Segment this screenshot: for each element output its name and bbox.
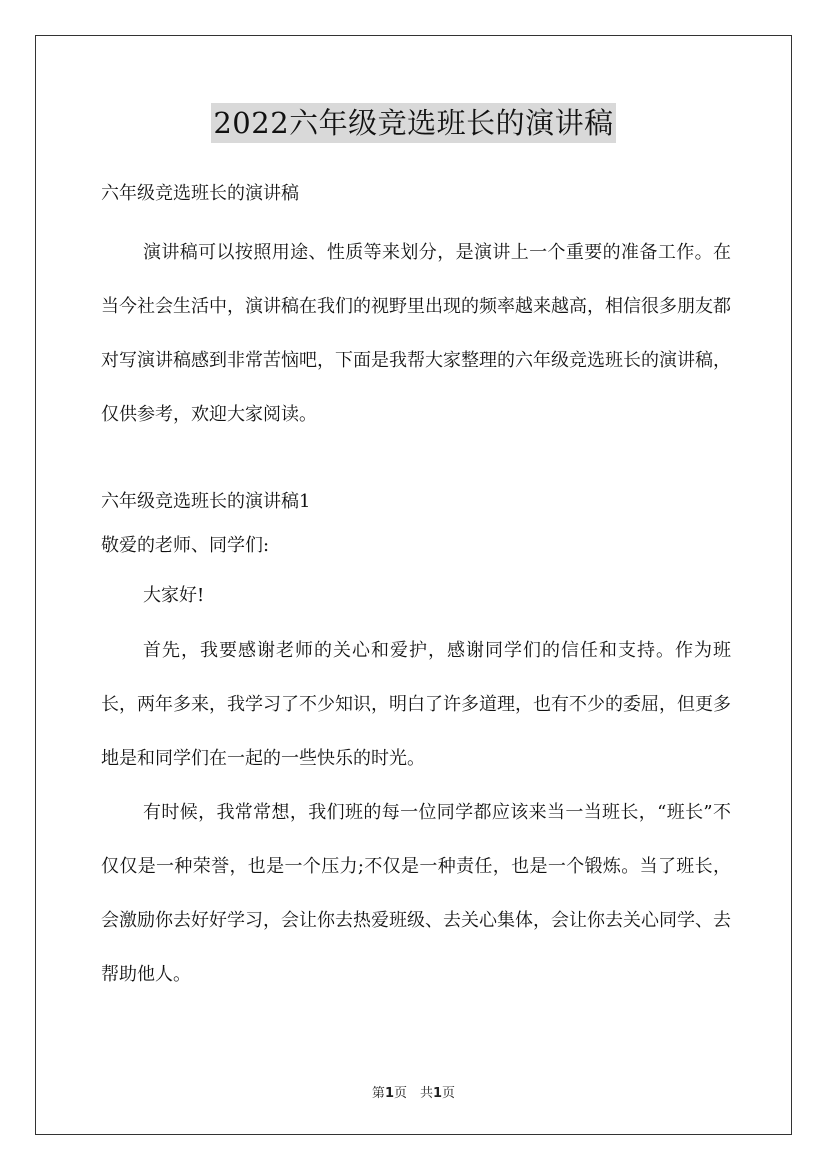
footer-mid: 页 共 [393,1086,433,1101]
footer-suffix: 页 [442,1086,456,1101]
salutation-line: 大家好! [143,585,205,606]
document-title: 2022六年级竞选班长的演讲稿 [211,103,615,143]
document-body [101,172,731,1002]
body-paragraph-1: 首先，我要感谢老师的关心和爱护，感谢同学们的信任和支持。作为班长，两年多来，我学习了不少知识，明白了许多道理，也有不少的委屈，但更多地是和同学们在一起的一些快乐的时光。 [101,640,731,769]
section-heading: 六年级竞选班长的演讲稿1 [101,491,311,512]
footer-prefix: 第 [371,1086,385,1101]
greeting-line: 敬爱的老师、同学们: [101,535,270,556]
body-paragraph-2: 有时候，我常常想，我们班的每一位同学都应该来当一当班长，“班长”不仅仅是一种荣誉，也是一个压力;不仅是一种责任，也是一个锻炼。当了班长，会激励你去好好学习，会让你去热爱班级、去关心集体，会让你去关心同学、去帮助他人。 [101,802,731,985]
footer-page-total: 1 [433,1086,443,1101]
footer-page-current: 1 [384,1086,394,1101]
title-container [0,103,827,143]
intro-paragraph: 演讲稿可以按照用途、性质等来划分，是演讲上一个重要的准备工作。在当今社会生活中，演讲稿在我们的视野里出现的频率越来越高，相信很多朋友都对写演讲稿感到非常苦恼吧，下面是我帮大家整理的六年级竞选班长的演讲稿，仅供参考，欢迎大家阅读。 [101,242,731,425]
page-footer [0,1082,827,1101]
document-subtitle: 六年级竞选班长的演讲稿 [101,183,299,204]
